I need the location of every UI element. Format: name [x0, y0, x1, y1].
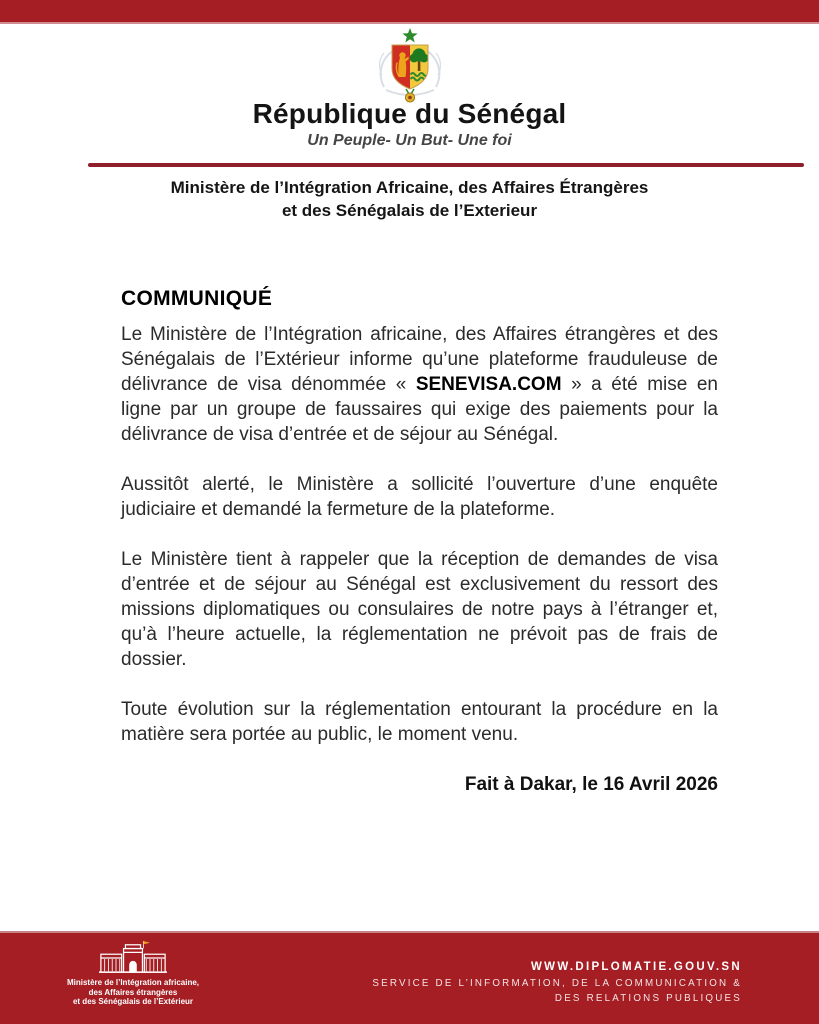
ministry-name: [0, 176, 819, 222]
ministry-name-line1: Ministère de l’Intégration Africaine, des Affaires Étrangères: [170, 178, 649, 197]
fraud-site-name: SENEVISA.COM: [415, 374, 562, 395]
header-divider: [88, 163, 804, 167]
footer-service-line2: DES RELATIONS PUBLIQUES: [554, 992, 742, 1004]
communique-body: [121, 286, 718, 797]
page-title: République du Sénégal: [252, 98, 567, 129]
senegal-coat-of-arms-icon: [362, 27, 458, 107]
footer-band: [0, 931, 819, 1024]
header: [0, 98, 819, 151]
top-red-band: [0, 0, 819, 24]
ministry-building-icon: [97, 941, 169, 975]
footer-ministry-line3: et des Sénégalais de l’Extérieur: [72, 997, 194, 1006]
paragraph-1-pre: Le Ministère de l’Intégration africaine, des Affaires étrangères et des Sénégalais de l’Extérieur informe qu’une plateforme frauduleuse de délivrance de visa dénommée «: [121, 324, 718, 395]
dateline: Fait à Dakar, le 16 Avril 2026: [464, 774, 718, 795]
footer-service-line1: SERVICE DE L’INFORMATION, DE LA COMMUNICATION &: [372, 978, 742, 989]
footer-ministry-text: [40, 978, 226, 1007]
footer-service-text: [372, 977, 742, 1006]
ministry-name-line2: et des Sénégalais de l’Exterieur: [281, 201, 538, 220]
paragraph-2: Aussitôt alerté, le Ministère a sollicité l’ouverture d’une enquête judiciaire et demandé la fermeture de la plateforme.: [121, 474, 718, 520]
paragraph-4: Toute évolution sur la réglementation entourant la procédure en la matière sera portée au public, le moment venu.: [121, 699, 718, 745]
communique-heading: COMMUNIQUÉ: [121, 287, 273, 310]
footer-contact-block: [372, 961, 742, 1006]
footer-ministry-line2: des Affaires étrangères: [88, 987, 178, 997]
footer-ministry-line1: Ministère de l’Intégration africaine,: [66, 978, 200, 987]
website-url: WWW.DIPLOMATIE.GOUV.SN: [531, 961, 742, 973]
paragraph-1: [121, 322, 718, 447]
paragraph-1-post: » a été mise en ligne par un groupe de faussaires qui exige des paiements pour la délivrance de visa d’entrée et de séjour au Sénégal.: [121, 374, 718, 445]
paragraph-3: Le Ministère tient à rappeler que la réception de demandes de visa d’entrée et de séjour au Sénégal est exclusivement du ressort des missions diplomatiques ou consulaires de notre pays à l’étranger et, qu’à l’heure actuelle, la réglementation ne prévoit pas de frais de dossier.: [121, 549, 718, 670]
national-motto: Un Peuple- Un But- Une foi: [307, 132, 512, 149]
footer-ministry-block: [40, 941, 226, 1007]
